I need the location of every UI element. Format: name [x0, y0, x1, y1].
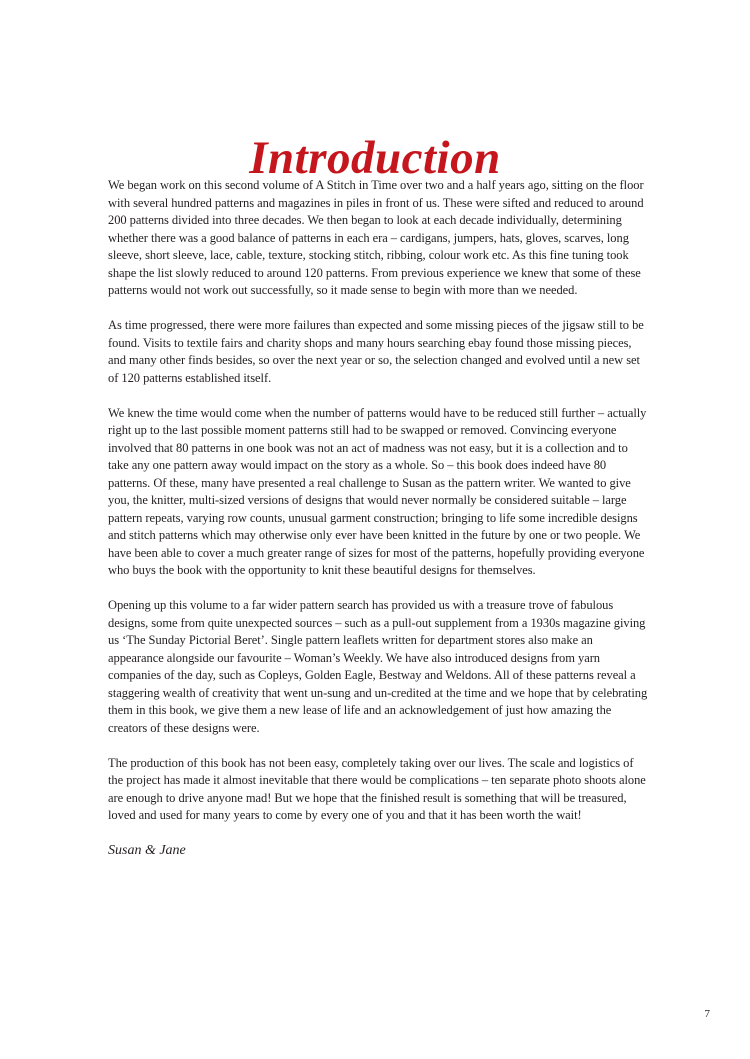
- signature: Susan & Jane: [108, 843, 186, 858]
- page-number: 7: [704, 1008, 710, 1020]
- paragraph: As time progressed, there were more failures than expected and some missing pieces of the jigsaw still to be found. Visits to textile fairs and charity shops and many hours searching ebay found those missing pieces, and many other finds besides, so over the next year or so, the selection changed and evolved until a new set of 120 patterns established itself.: [108, 318, 644, 385]
- paragraph: Opening up this volume to a far wider pattern search has provided us with a treasure trove of fabulous designs, some from quite unexpected sources – such as a pull-out supplement from a 1930s magazine giving us ‘The Sunday Pictorial Beret’. Single pattern leaflets written for department stores also make an appearance alongside our favourite – Woman’s Weekly. We have also introduced designs from yarn companies of the day, such as Copleys, Golden Eagle, Bestway and Weldons. All of these patterns reveal a staggering wealth of creativity that went un-sung and un-credited at the time and we hope that by celebrating them in this book, we give them a new lease of life and an acknowledgement of just how amazing the creators of these designs were.: [108, 598, 648, 735]
- body-text: [108, 177, 650, 860]
- paragraph: The production of this book has not been easy, completely taking over our lives. The scale and logistics of the project has made it almost inevitable that there would be complications – ten separate photo shoots alone are enough to drive anyone mad! But we hope that the finished result is something that will be treasured, loved and used for many years to come by every one of you and that it has been worth the wait!: [108, 755, 646, 822]
- paragraph: We knew the time would come when the number of patterns would have to be reduced still further – actually right up to the last possible moment patterns still had to be swapped or removed. Convincing everyone involved that 80 patterns in one book was not an act of madness was not easy, but it is a collection and to take any one pattern away would impact on the story as a whole. So – this book does indeed have 80 patterns. Of these, many have presented a real challenge to Susan as the pattern writer. We wanted to give you, the knitter, multi-sized versions of designs that would never normally be considered suitable – large pattern repeats, varying row counts, unusual garment construction; bringing to life some incredible designs and stitch patterns which may otherwise only ever have been knitted in the future by one or two people. We have been able to cover a much greater range of sizes for most of the patterns, hopefully providing everyone who buys the book with the opportunity to knit these beautiful designs for themselves.: [108, 405, 647, 577]
- page-title: Introduction: [249, 132, 501, 185]
- paragraph: We began work on this second volume of A Stitch in Time over two and a half years ago, sitting on the floor with several hundred patterns and magazines in piles in front of us. These were sifted and reduced to around 200 patterns divided into three decades. We then began to look at each decade individually, determining whether there was a good balance of patterns in each era – cardigans, jumpers, hats, gloves, scarves, long sleeve, short sleeve, lace, cable, texture, stocking stitch, ribbing, colour work etc. As this fine tuning took shape the list slowly reduced to around 120 patterns. From previous experience we knew that some of these patterns would not work out successfully, so it made sense to begin with more than we needed.: [108, 178, 644, 297]
